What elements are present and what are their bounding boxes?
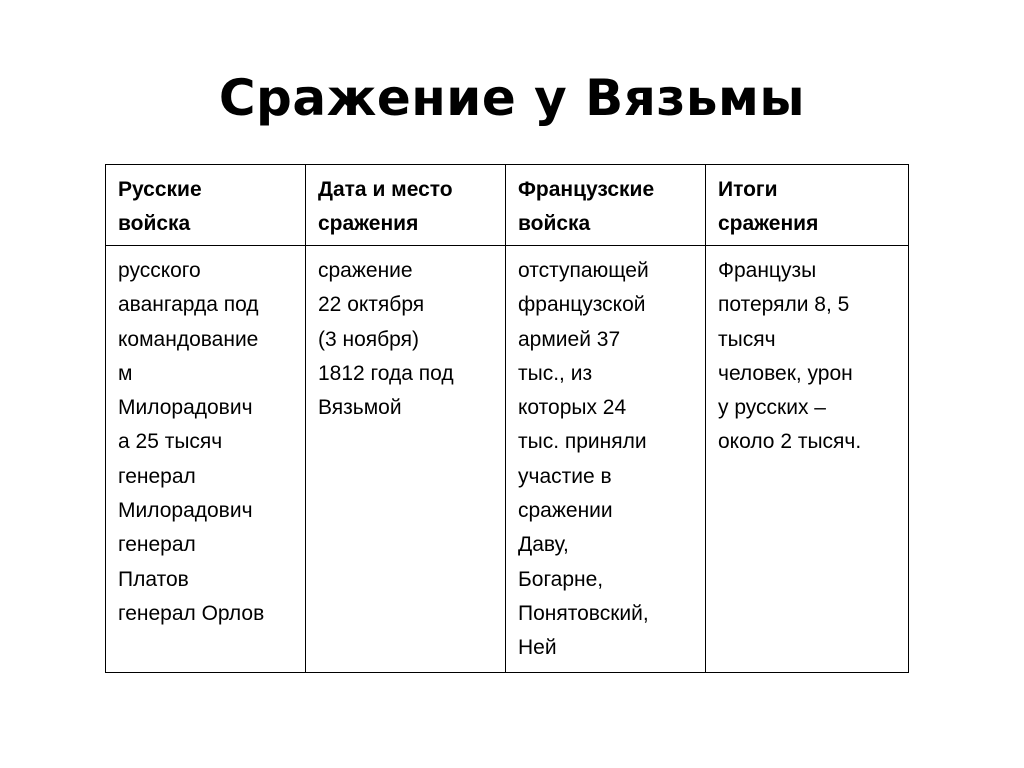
cell-line: тыс. приняли: [518, 430, 647, 454]
cell-line: сражении: [518, 499, 613, 523]
header-line: Французские: [518, 178, 655, 201]
header-line: Дата и место: [318, 178, 453, 201]
cell-line: Ней: [518, 636, 557, 660]
cell-line: у русских –: [718, 396, 826, 420]
cell-line: а 25 тысяч: [118, 430, 223, 454]
cell-line: Французы: [718, 259, 817, 282]
cell-line: авангарда под: [118, 293, 259, 317]
cell-line: (3 ноября): [318, 327, 419, 351]
cell-results: [706, 246, 909, 673]
cell-russian-troops: [106, 246, 306, 673]
cell-line: потеряли 8, 5: [718, 293, 850, 317]
cell-line: Вязьмой: [318, 396, 402, 420]
table-row: [106, 246, 909, 673]
header-line: Русские: [118, 178, 202, 201]
header-line: сражения: [318, 212, 419, 235]
header-french-troops: [506, 165, 706, 246]
cell-line: Милорадович: [118, 396, 253, 420]
cell-line: французской: [518, 293, 646, 317]
battle-table: [105, 164, 909, 673]
header-date-place: [306, 165, 506, 246]
cell-line: 22 октября: [318, 293, 425, 317]
cell-line: русского: [118, 259, 201, 282]
cell-line: участие в: [518, 464, 612, 488]
cell-line: м: [118, 361, 133, 385]
cell-line: армией 37: [518, 327, 621, 351]
cell-line: которых 24: [518, 396, 627, 420]
cell-line: отступающей: [518, 259, 649, 282]
cell-line: генерал: [118, 464, 196, 488]
cell-line: Понятовский,: [518, 601, 649, 625]
cell-line: Платов: [118, 567, 189, 591]
cell-line: генерал Орлов: [118, 601, 265, 625]
cell-line: командование: [118, 327, 259, 351]
header-line: войска: [118, 212, 191, 235]
header-line: сражения: [718, 212, 819, 235]
header-line: войска: [518, 212, 591, 235]
cell-date-place: [306, 246, 506, 673]
cell-line: Даву,: [518, 533, 569, 557]
cell-line: 1812 года под: [318, 361, 454, 385]
cell-line: Милорадович: [118, 499, 253, 523]
slide-title: Сражение у Вязьмы: [218, 69, 806, 127]
cell-line: Богарне,: [518, 567, 604, 591]
header-line: Итоги: [718, 178, 778, 201]
cell-french-troops: [506, 246, 706, 673]
cell-line: тысяч: [718, 327, 776, 351]
cell-line: генерал: [118, 533, 196, 557]
cell-line: тыс., из: [518, 361, 593, 385]
cell-line: сражение: [318, 259, 413, 282]
table-header-row: [106, 165, 909, 246]
cell-line: около 2 тысяч.: [718, 430, 862, 454]
header-results: [706, 165, 909, 246]
header-russian-troops: [106, 165, 306, 246]
cell-line: человек, урон: [718, 361, 853, 385]
